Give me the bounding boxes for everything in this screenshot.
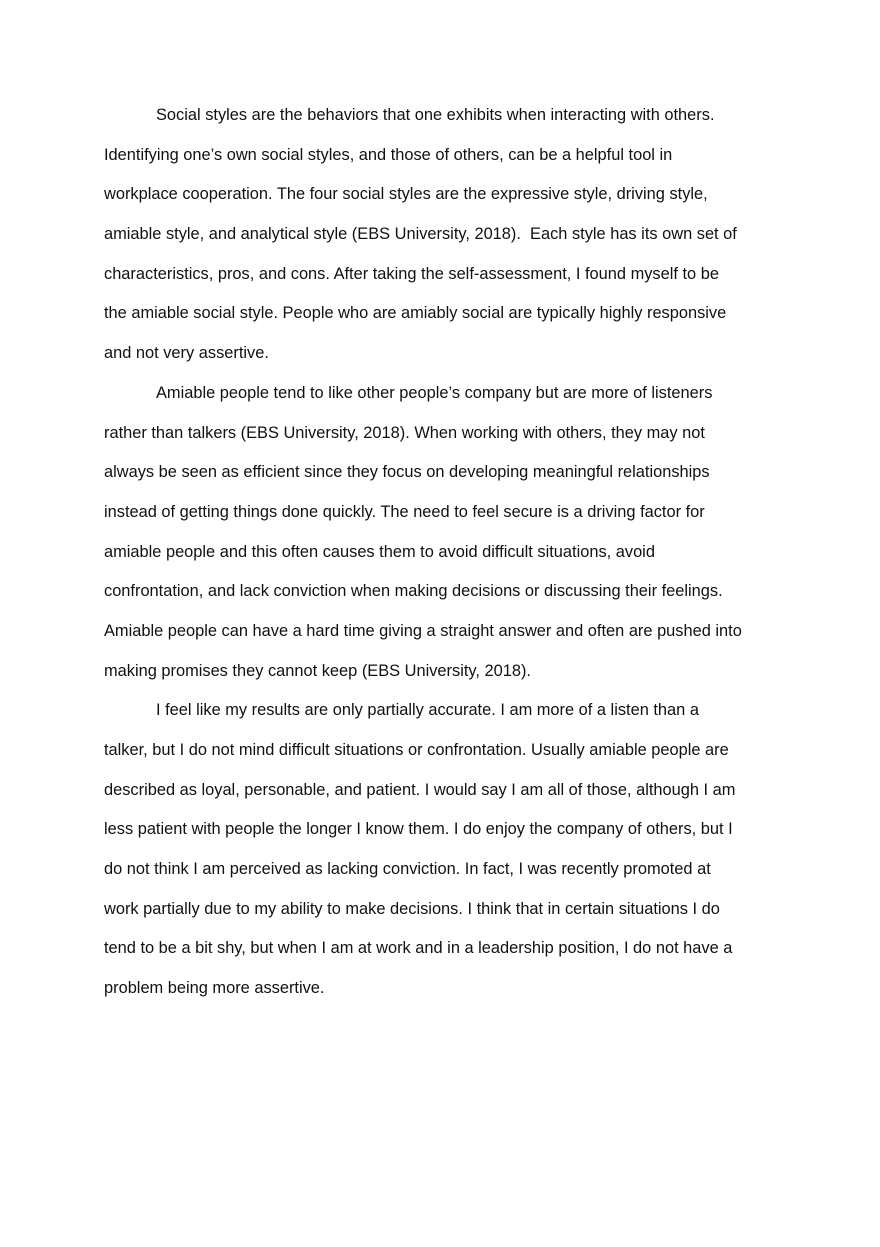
text-line: workplace cooperation. The four social styles are the expressive style, driving style, [104, 185, 708, 204]
paragraph-3 [104, 691, 780, 1009]
text-line: Amiable people tend to like other people’s company but are more of listeners [156, 383, 713, 402]
text-line: problem being more assertive. [104, 979, 325, 998]
text-line: work partially due to my ability to make decisions. I think that in certain situations I do [104, 899, 720, 918]
text-line: described as loyal, personable, and patient. I would say I am all of those, although I am [104, 780, 736, 799]
paragraph-1 [104, 96, 780, 374]
text-line: instead of getting things done quickly. The need to feel secure is a driving factor for [104, 502, 705, 521]
paragraph-2 [104, 374, 780, 692]
text-line: the amiable social style. People who are amiably social are typically highly responsive [104, 304, 727, 323]
text-line: tend to be a bit shy, but when I am at work and in a leadership position, I do not have a [104, 939, 733, 958]
text-line: characteristics, pros, and cons. After taking the self-assessment, I found myself to be [104, 264, 719, 283]
text-line: talker, but I do not mind difficult situations or confrontation. Usually amiable people are [104, 741, 729, 759]
text-line: do not think I am perceived as lacking conviction. In fact, I was recently promoted at [104, 860, 711, 879]
document-body [104, 96, 780, 1009]
text-line: amiable style, and analytical style (EBS University, 2018). Each style has its own set of [104, 225, 737, 244]
text-line: Identifying one’s own social styles, and those of others, can be a helpful tool in [104, 145, 673, 164]
text-line: confrontation, and lack conviction when making decisions or discussing their feelings. [104, 582, 723, 601]
text-line: always be seen as efficient since they focus on developing meaningful relationships [104, 463, 710, 482]
text-line: I feel like my results are only partially accurate. I am more of a listen than a [156, 701, 699, 720]
text-line: Social styles are the behaviors that one exhibits when interacting with others. [156, 106, 715, 124]
text-line: less patient with people the longer I know them. I do enjoy the company of others, but I [104, 820, 733, 839]
text-line: amiable people and this often causes them to avoid difficult situations, avoid [104, 542, 655, 561]
text-line: rather than talkers (EBS University, 2018). When working with others, they may not [104, 423, 705, 442]
text-line: and not very assertive. [104, 344, 269, 363]
text-line: Amiable people can have a hard time giving a straight answer and often are pushed into [104, 621, 742, 640]
text-line: making promises they cannot keep (EBS University, 2018). [104, 661, 531, 680]
